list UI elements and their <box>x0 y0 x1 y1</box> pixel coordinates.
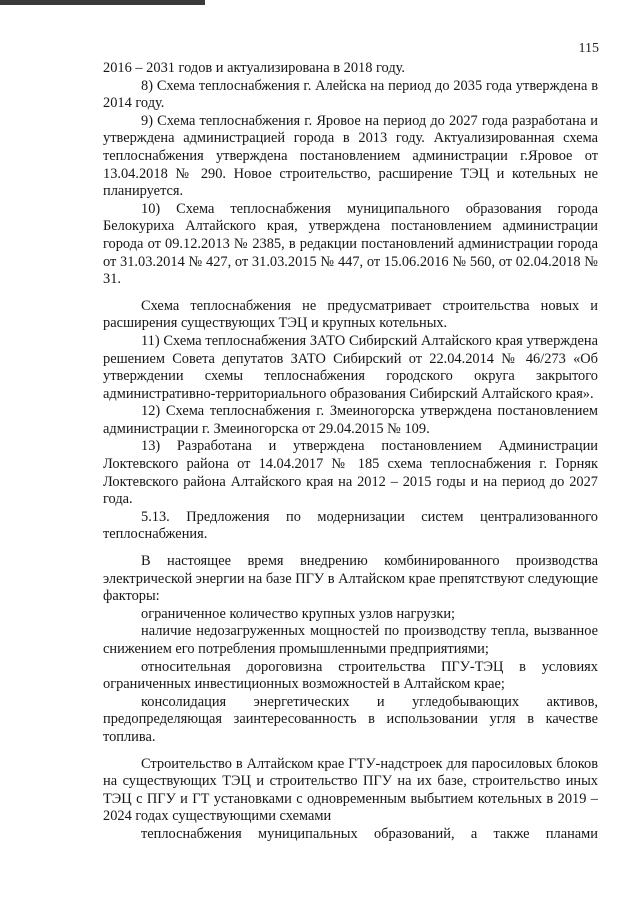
paragraph-belokurikha-note: Схема теплоснабжения не предусматривает строительства новых и расширения существующих ТЭЦ и крупных котельных. <box>103 297 598 332</box>
paragraph-gtu-last-line: теплоснабжения муниципальных образований, а также планами <box>141 825 598 842</box>
paragraph-item-10: 10) Схема теплоснабжения муниципального образования города Белокуриха Алтайского края, утверждена постановлением администрации города от 09.12.2013 № 2385, в редакции постановлений администрации города от 31.03.2014 № 427, от 31.03.2015 № 447, от 15.06.2016 № 560, от 02.04.2018 № 31. <box>103 200 598 288</box>
paragraph-gtu-body: Строительство в Алтайском крае ГТУ-надстроек для паросиловых блоков на существующих ТЭЦ и строительство ПГУ на их базе, строительство иных ТЭЦ с ПГУ и ГТ установками с одновременным выбытием котельных в 2019 – 2024 годах существующими схемами <box>103 755 598 825</box>
paragraph-item-13: 13) Разработана и утверждена постановлением Администрации Локтевского района от 14.04.2017 № 185 схема теплоснабжения г. Горняк Локтевского района Алтайского края на 2012 – 2015 годы и на период до 2027 года. <box>103 438 598 508</box>
top-edge-rule <box>0 0 205 5</box>
factor-item: наличие недозагруженных мощностей по производству тепла, вызванное снижением его потребления промышленными предприятиями; <box>103 623 598 657</box>
paragraph-factors-intro: В настоящее время внедрению комбинированного производства электрической энергии на базе ПГУ в Алтайском крае препятствуют следующие факторы: <box>103 553 598 605</box>
page-number: 115 <box>578 41 599 56</box>
factor-item: относительная дороговизна строительства ПГУ-ТЭЦ в условиях ограниченных инвестиционных возможностей в Алтайском крае; <box>103 658 598 693</box>
paragraph-gtu-construction <box>103 756 598 844</box>
factor-item: ограниченное количество крупных узлов нагрузки; <box>141 605 456 622</box>
paragraph-item-9: 9) Схема теплоснабжения г. Яровое на период до 2027 года разработана и утверждена администрацией города в 2013 году. Актуализированная схема теплоснабжения утверждена постановлением администрации г.Яровое от 13.04.2018 № 290. Новое строительство, расширение ТЭЦ и котельных не планируется. <box>103 112 598 200</box>
factor-item: консолидация энергетических и угледобывающих активов, предопределяющая заинтересованность в использовании угля в качестве топлива. <box>103 693 598 745</box>
paragraph-item-12: 12) Схема теплоснабжения г. Змеиногорска утверждена постановлением администрации г. Змеиногорска от 29.04.2015 № 109. <box>103 403 598 437</box>
section-heading-5-13: 5.13. Предложения по модернизации систем централизованного теплоснабжения. <box>103 508 598 543</box>
paragraph-item-8: 8) Схема теплоснабжения г. Алейска на период до 2035 года утверждена в 2014 году. <box>103 77 598 112</box>
paragraph-continuation: 2016 – 2031 годов и актуализирована в 2018 году. <box>103 60 405 76</box>
document-body <box>103 60 598 844</box>
paragraph-item-11: 11) Схема теплоснабжения ЗАТО Сибирский Алтайского края утверждена решением Совета депутатов ЗАТО Сибирский от 22.04.2014 № 46/273 «Об утверждении схемы теплоснабжения городского округа закрытого административно-территориального образования Сибирский Алтайского края». <box>103 332 598 402</box>
